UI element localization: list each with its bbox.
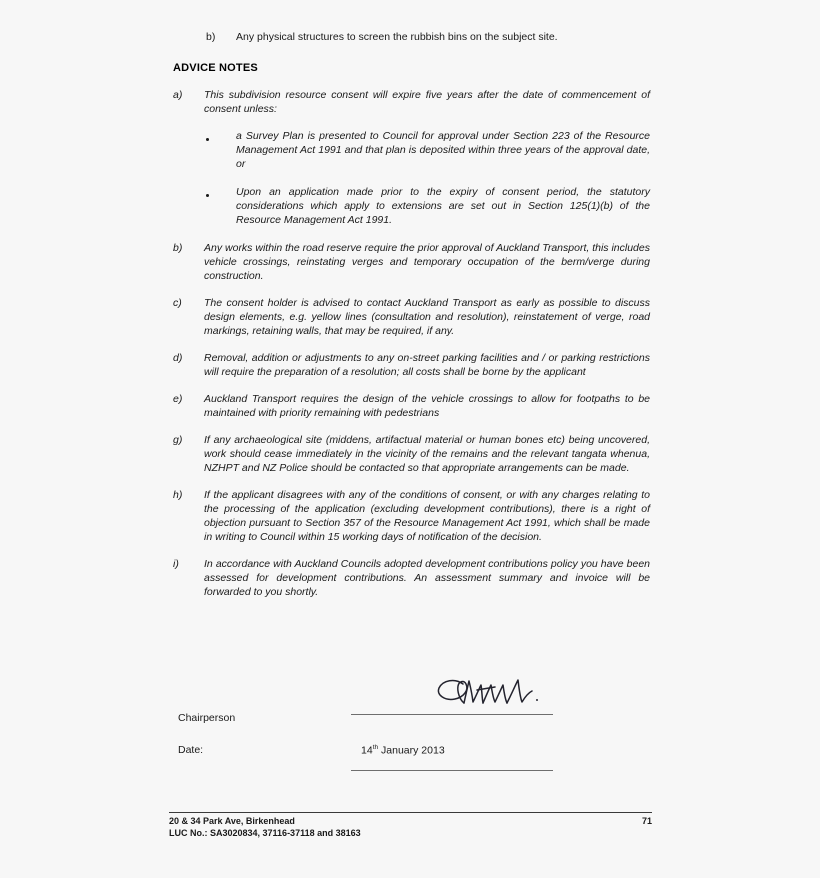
list-marker: d) <box>173 352 183 364</box>
advice-item-h <box>173 488 650 544</box>
list-marker: h) <box>173 489 183 501</box>
sub-bullet-item <box>206 185 650 227</box>
page-number: 71 <box>641 816 652 826</box>
chairperson-row <box>178 670 608 724</box>
bullet-icon <box>206 185 236 199</box>
signature-block <box>178 670 608 774</box>
list-item-text: The consent holder is advised to contact Auckland Transport as early as possible to discuss design elements, e.g. yellow lines (consultation and resolution), reinstatement of verge, road markings, retaining walls, that may be required, if any. <box>204 297 650 337</box>
sub-bullet-item <box>206 129 650 171</box>
advice-item-e <box>173 392 650 420</box>
list-item-text: In accordance with Auckland Councils adopted development contributions policy you have been assessed for development contributions. An assessment summary and invoice will be forwarded to you shortly. <box>204 558 650 598</box>
carryover-item <box>173 30 650 44</box>
list-marker: b) <box>173 242 183 254</box>
date-rest: January 2013 <box>378 744 445 757</box>
advice-item-b <box>173 241 650 283</box>
chairperson-signature-line <box>351 714 553 715</box>
date-ordinal: th <box>372 744 379 751</box>
document-body <box>173 30 650 612</box>
advice-item-i <box>173 557 650 599</box>
date-value <box>361 744 445 757</box>
sub-bullet-text: Upon an application made prior to the expiry of consent period, the statutory considerations which apply to extensions are set out in Section 125(1)(b) of the Resource Management Act 1991. <box>236 186 650 226</box>
date-line <box>351 770 553 771</box>
advice-item-g <box>173 433 650 475</box>
chairperson-label: Chairperson <box>178 712 236 724</box>
list-marker: b) <box>206 31 216 43</box>
list-item-text: Removal, addition or adjustments to any on-street parking facilities and / or parking restrictions will require the preparation of a resolution; all costs shall be borne by the applicant <box>204 352 650 378</box>
sub-bullet-group <box>173 129 650 227</box>
list-item-text: This subdivision resource consent will expire five years after the date of commencement of consent unless: <box>204 89 650 115</box>
footer-luc-number: LUC No.: SA3020834, 37116-37118 and 38163 <box>169 827 361 838</box>
list-item-text: Auckland Transport requires the design of the vehicle crossings to allow for footpaths to be maintained with priority remaining with pedestrians <box>204 393 650 419</box>
sub-bullet-text: a Survey Plan is presented to Council for approval under Section 223 of the Resource Management Act 1991 and that plan is deposited within three years of the approval date, or <box>236 130 650 170</box>
date-row <box>178 732 608 774</box>
list-item-text: Any works within the road reserve require the prior approval of Auckland Transport, this includes vehicle crossings, reinstating verges and temporary occupation of the berm/verge during construction. <box>204 242 650 282</box>
date-label: Date: <box>178 744 204 756</box>
section-heading: ADVICE NOTES <box>173 62 258 74</box>
advice-item-d <box>173 351 650 379</box>
list-item-text: If the applicant disagrees with any of the conditions of consent, or with any charges relating to the processing of the application (excluding development contributions), there is a right of objection pursuant to Section 357 of the Resource Management Act 1991, which shall be made in writing to Council within 15 working days of notification of the decision. <box>204 489 650 543</box>
list-marker: e) <box>173 393 183 405</box>
page-footer <box>169 812 652 839</box>
bullet-icon <box>206 129 236 143</box>
footer-address: 20 & 34 Park Ave, Birkenhead <box>169 816 295 826</box>
list-marker: a) <box>173 89 183 101</box>
footer-divider <box>169 812 652 813</box>
advice-item-c <box>173 296 650 338</box>
signature-image <box>433 672 543 716</box>
footer-reference <box>169 816 361 839</box>
list-item-text: If any archaeological site (middens, artifactual material or human bones etc) being uncovered, work should cease immediately in the vicinity of the remains and the relevant tangata whenua, NZHPT and NZ Police should be contacted so that appropriate arrangements can be made. <box>204 434 650 474</box>
list-marker: g) <box>173 434 183 446</box>
signature-period <box>536 699 538 701</box>
list-marker: i) <box>173 558 179 570</box>
list-marker: c) <box>173 297 182 309</box>
advice-item-a <box>173 88 650 116</box>
list-item-text: Any physical structures to screen the rubbish bins on the subject site. <box>236 31 558 43</box>
date-day: 14 <box>361 744 373 757</box>
